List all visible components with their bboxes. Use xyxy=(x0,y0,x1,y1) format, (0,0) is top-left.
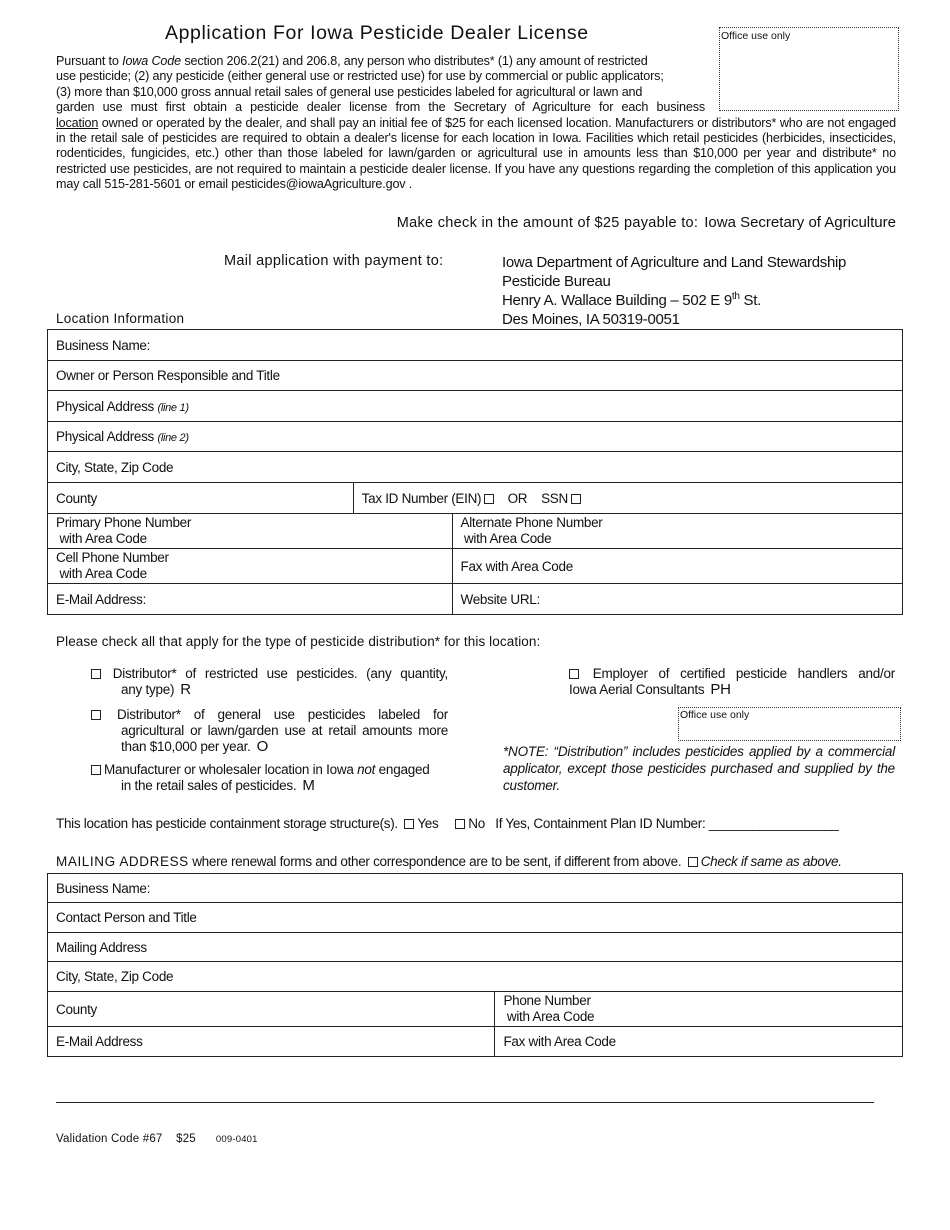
mailing-city-state-zip-field[interactable] xyxy=(48,962,903,992)
check-payable-line xyxy=(397,214,896,231)
location-owner-field[interactable] xyxy=(48,361,903,391)
mailing-city-label: City, State, Zip Code xyxy=(56,969,174,984)
containment-plan-id: If Yes, Containment Plan ID Number: __________________ xyxy=(495,816,839,831)
restricted-text-b: any type) xyxy=(121,682,175,697)
cell-phone-field[interactable] xyxy=(48,549,453,584)
mailing-text: where renewal forms and other correspondence are to be sent, if different from above. xyxy=(188,854,682,869)
line2-label: (line 2) xyxy=(157,432,189,444)
storage-line xyxy=(56,816,839,831)
restricted-code: R xyxy=(180,681,191,698)
mail-label: Mail application with payment to: xyxy=(224,253,444,269)
form-title: Application For Iowa Pesticide Dealer License xyxy=(165,22,589,44)
address-line-3-sup: th xyxy=(731,291,740,302)
fax-field[interactable] xyxy=(452,549,902,584)
location-business-name-field[interactable] xyxy=(48,330,903,361)
signature-line xyxy=(56,1102,874,1103)
same-as-above-label: Check if same as above. xyxy=(700,854,842,869)
option-restricted[interactable] xyxy=(91,666,448,698)
employer-checkbox[interactable] xyxy=(569,669,579,679)
intro-paragraph xyxy=(56,54,896,193)
intro-line-4: garden use must first obtain a pesticide dealer license from the Secretary of Agriculture for each business xyxy=(56,100,705,115)
intro-line-1 xyxy=(56,54,705,69)
mailing-email-label: E-Mail Address xyxy=(56,1034,143,1049)
validation-code: Validation Code #67 $25 xyxy=(56,1133,196,1145)
storage-no-label: No xyxy=(468,816,485,831)
address-line-2: Pesticide Bureau xyxy=(502,273,611,290)
mailing-phone-field[interactable] xyxy=(495,992,903,1027)
physical-address-label-2: Physical Address xyxy=(56,429,154,444)
mailing-county-field[interactable] xyxy=(48,992,495,1027)
mailing-contact-label: Contact Person and Title xyxy=(56,910,197,925)
storage-no-checkbox[interactable] xyxy=(455,819,465,829)
general-code: O xyxy=(256,738,269,755)
distribution-prompt: Please check all that apply for the type of pesticide distribution* for this location: xyxy=(56,634,541,649)
county-label: County xyxy=(56,490,97,506)
mailing-phone-sub: with Area Code xyxy=(503,1009,595,1024)
mailing-contact-field[interactable] xyxy=(48,903,903,933)
alternate-phone-sub: with Area Code xyxy=(460,531,552,546)
mailing-county-label: County xyxy=(56,1001,97,1017)
alternate-phone-label: Alternate Phone Number xyxy=(460,515,603,530)
storage-yes-label: Yes xyxy=(417,816,439,831)
general-text-b: agricultural or lawn/garden use at retail amounts more xyxy=(121,723,448,738)
manufacturer-checkbox[interactable] xyxy=(91,765,101,775)
manufacturer-text-post-a: engaged xyxy=(375,762,430,777)
address-line-4: Des Moines, IA 50319-0051 xyxy=(502,311,680,328)
employer-text-b: Iowa Aerial Consultants xyxy=(569,682,705,697)
restricted-checkbox[interactable] xyxy=(91,669,101,679)
address-line-3-pre: Henry A. Wallace Building – 502 E 9 xyxy=(502,292,732,309)
payee: Iowa Secretary of Agriculture xyxy=(704,214,896,231)
general-checkbox[interactable] xyxy=(91,710,101,720)
manufacturer-text-pre: Manufacturer or wholesaler location in Iowa xyxy=(104,762,358,777)
form-number: 009-0401 xyxy=(215,1134,258,1145)
storage-yes-checkbox[interactable] xyxy=(404,819,414,829)
owner-label: Owner or Person Responsible and Title xyxy=(56,368,280,383)
storage-text: This location has pesticide containment storage structure(s). xyxy=(56,816,398,831)
tax-id-label: Tax ID Number (EIN) xyxy=(361,490,482,506)
option-manufacturer[interactable] xyxy=(91,762,448,794)
address-line-1: Iowa Department of Agriculture and Land Stewardship xyxy=(502,254,847,271)
mailing-caps: MAILING ADDRESS xyxy=(56,854,189,869)
ssn-checkbox[interactable] xyxy=(571,494,581,504)
footer xyxy=(56,1133,258,1145)
primary-phone-sub: with Area Code xyxy=(56,531,147,546)
mailing-business-name-label: Business Name: xyxy=(56,880,151,896)
ein-checkbox[interactable] xyxy=(484,494,494,504)
option-general[interactable] xyxy=(91,707,448,755)
cell-phone-label: Cell Phone Number xyxy=(56,550,169,565)
mailing-table xyxy=(47,873,903,1057)
manufacturer-code: M xyxy=(302,777,315,794)
primary-phone-label: Primary Phone Number xyxy=(56,515,192,530)
office-use-label-2: Office use only xyxy=(680,709,750,721)
tax-id-field[interactable] xyxy=(353,483,902,514)
city-state-zip-label: City, State, Zip Code xyxy=(56,459,174,475)
iowa-code-ref: Iowa Code xyxy=(122,54,181,68)
line1-label: (line 1) xyxy=(157,401,189,414)
mailing-business-name-field[interactable] xyxy=(48,874,903,903)
general-text-a: Distributor* of general use pesticides labeled for xyxy=(116,707,448,722)
intro-line-1c: section 206.2(21) and 206.8, any person who distributes* (1) any amount of restricted xyxy=(180,54,648,68)
manufacturer-text-post-b: in the retail sales of pesticides. xyxy=(121,778,297,793)
office-use-label: Office use only xyxy=(721,30,791,42)
cell-phone-sub: with Area Code xyxy=(56,566,147,581)
physical-address-line2-field[interactable] xyxy=(48,422,903,452)
manufacturer-not: not xyxy=(357,762,376,777)
fax-label: Fax with Area Code xyxy=(460,558,573,574)
intro-line-1a: Pursuant to xyxy=(56,54,123,68)
location-section-label: Location Information xyxy=(56,311,185,326)
check-label: Make check in the amount of $25 payable to: xyxy=(396,215,699,231)
same-as-above-checkbox[interactable] xyxy=(688,857,698,867)
physical-address-label-1: Physical Address xyxy=(56,398,154,414)
mailing-fax-field[interactable] xyxy=(495,1027,903,1057)
mailing-address-field[interactable] xyxy=(48,933,903,962)
physical-address-line1-field[interactable] xyxy=(48,391,903,422)
mailing-fax-label: Fax with Area Code xyxy=(503,1034,616,1049)
ssn-label: SSN xyxy=(541,490,568,506)
intro-line-3: (3) more than $10,000 gross annual retail sales of general use pesticides labeled for agricultural or lawn and xyxy=(56,84,643,99)
office-use-box-2 xyxy=(678,707,901,741)
address-line-3-post: St. xyxy=(739,292,761,309)
mailing-phone-label: Phone Number xyxy=(503,993,591,1008)
website-label: Website URL: xyxy=(460,591,540,607)
email-label: E-Mail Address: xyxy=(56,591,147,607)
mailing-address-heading xyxy=(56,854,842,869)
or-label: OR xyxy=(507,490,528,506)
general-text-c: than $10,000 per year. xyxy=(121,739,251,754)
location-table xyxy=(47,329,903,615)
email-field[interactable] xyxy=(48,584,453,615)
mailing-email-field[interactable] xyxy=(48,1027,495,1057)
option-employer[interactable] xyxy=(569,666,895,698)
primary-phone-field[interactable] xyxy=(48,514,453,549)
business-name-label: Business Name: xyxy=(56,337,151,353)
alternate-phone-field[interactable] xyxy=(452,514,902,549)
intro-location-word: location xyxy=(56,115,99,130)
intro-rest: owned or operated by the dealer, and shall pay an initial fee of $25 for each licensed location. Manufacturers or distributors* who are not engaged in the retail sale of pesticides are required to obtain a dealer's license for each location in Iowa. Facilities which retail pesticides (herbicides, insecticides, rodenticides, fungicides, etc.) other than those labeled for lawn/garden or agricultural use in amounts less than $10,000 per year and distribute* no restricted use pesticides, are not required to maintain a pesticide dealer license. If you have any questions regarding the completion of this application you may call 515-281-5601 or email pesticides@iowaAgriculture.gov . xyxy=(56,115,896,192)
location-city-state-zip-field[interactable] xyxy=(48,452,903,483)
location-county-field[interactable] xyxy=(48,483,354,514)
distribution-note: *NOTE: “Distribution” includes pesticides applied by a commercial applicator, except those pesticides purchased and supplied by the customer. xyxy=(503,744,895,793)
address-line-3 xyxy=(502,291,846,310)
intro-line-2: use pesticide; (2) any pesticide (either general use or restricted use) for use by commercial or public applicators; xyxy=(56,69,664,84)
mail-address xyxy=(502,253,846,329)
employer-text-a: Employer of certified pesticide handlers and/or xyxy=(592,666,895,681)
website-field[interactable] xyxy=(452,584,902,615)
restricted-text-a: Distributor* of restricted use pesticides. (any quantity, xyxy=(112,666,448,681)
employer-code: PH xyxy=(710,681,731,698)
mailing-address-label: Mailing Address xyxy=(56,939,147,955)
